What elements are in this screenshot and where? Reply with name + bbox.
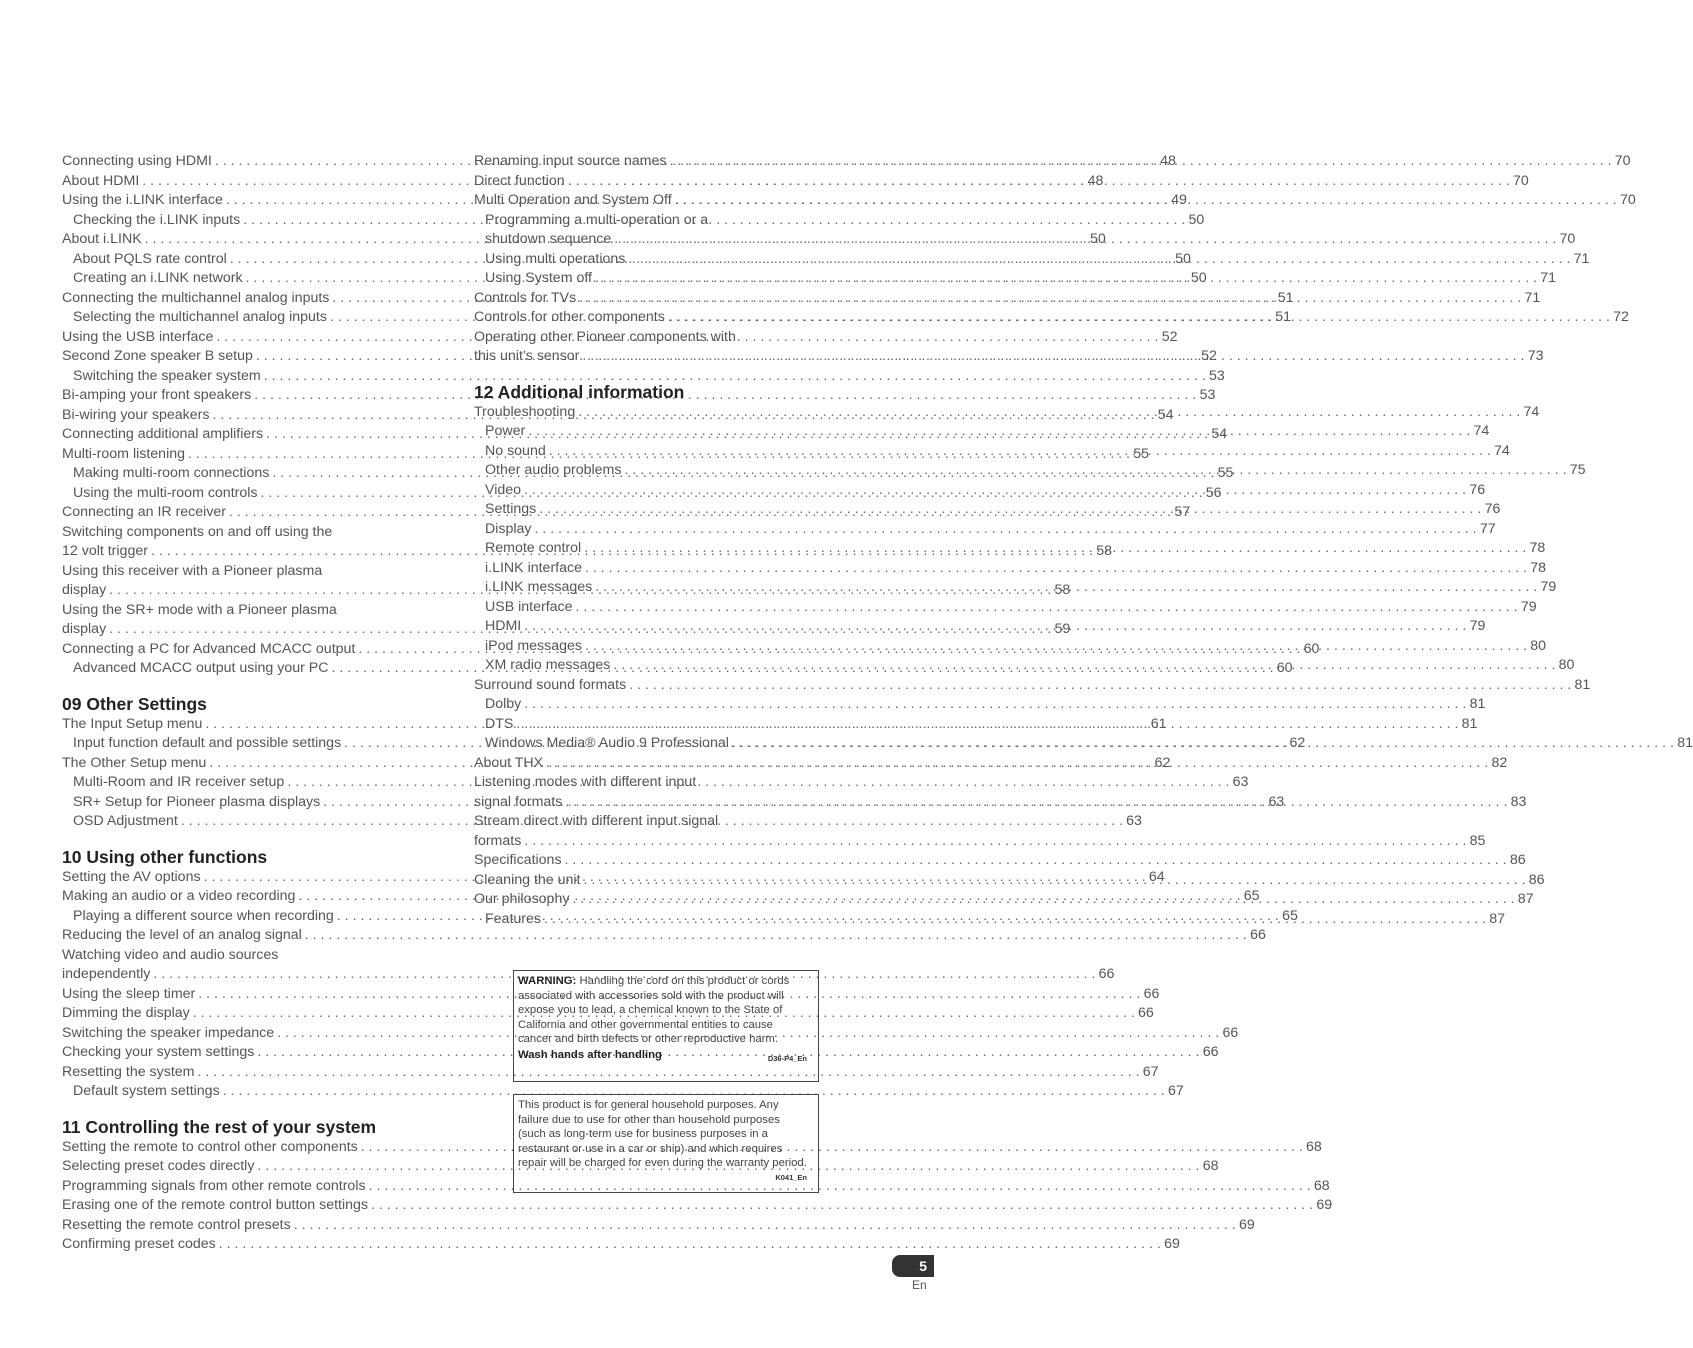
toc-entry-page: 54 xyxy=(1157,406,1174,423)
dot-leader xyxy=(535,520,1477,540)
dot-leader xyxy=(629,676,1571,696)
toc-entry-title: Connecting an IR receiver xyxy=(62,504,227,520)
toc-entry-page: 66 xyxy=(1202,1044,1219,1060)
dot-leader xyxy=(371,1196,1313,1216)
toc-entry-title: Using System off xyxy=(485,270,592,286)
toc-entry-title: Specifications xyxy=(474,852,562,868)
warning-footer: Wash hands after handling xyxy=(518,1048,662,1061)
toc-entry-title: Using the sleep timer xyxy=(62,985,196,1002)
toc-entry-title: Cleaning the unit xyxy=(474,871,581,888)
toc-entry-title: Setting the remote to control other components xyxy=(62,1138,358,1155)
toc-entry-title: 12 volt trigger xyxy=(62,543,148,559)
dot-leader xyxy=(524,695,1466,715)
toc-entry-page: 64 xyxy=(1148,868,1165,885)
toc-entry[interactable] xyxy=(474,211,852,231)
toc-entry-title: i.LINK messages xyxy=(485,579,593,595)
toc-entry-page: 52 xyxy=(1161,328,1178,345)
toc-entry[interactable] xyxy=(62,1196,1333,1216)
dot-leader xyxy=(582,347,1524,367)
toc-entry-page: 53 xyxy=(1208,367,1225,384)
toc-entry[interactable] xyxy=(62,1216,1255,1236)
toc-entry[interactable] xyxy=(62,1157,1219,1177)
toc-entry-page: 69 xyxy=(1239,1216,1255,1233)
toc-entry-page: 63 xyxy=(1268,793,1285,810)
toc-entry-page: 70 xyxy=(1512,172,1529,189)
toc-entry-page: 53 xyxy=(1199,387,1216,403)
toc-entry-page: 58 xyxy=(1096,543,1113,559)
toc-entry-title: Making an audio or a video recording xyxy=(62,888,296,904)
dot-leader xyxy=(572,890,1514,910)
toc-entry-title: Using the SR+ mode with a Pioneer plasma xyxy=(62,601,337,618)
toc-entry-title: Troubleshooting xyxy=(474,403,576,420)
toc-entry-title: Power xyxy=(485,423,526,439)
dot-leader xyxy=(565,851,1507,871)
toc-entry-page: 50 xyxy=(1175,250,1191,267)
toc-entry[interactable] xyxy=(474,676,1591,696)
toc-entry[interactable] xyxy=(62,926,1266,946)
toc-entry-page: 73 xyxy=(1527,348,1544,364)
dot-leader xyxy=(628,250,1570,270)
toc-entry-title: Making multi-room connections xyxy=(73,465,270,481)
toc-entry-page: 80 xyxy=(1530,637,1547,654)
toc-entry-page: 71 xyxy=(1540,270,1557,286)
toc-entry-page: 74 xyxy=(1473,423,1490,439)
toc-entry-title: Windows Media® Audio 9 Professional xyxy=(485,735,729,751)
toc-entry[interactable] xyxy=(474,773,852,793)
dot-leader xyxy=(613,656,1555,676)
warning-box xyxy=(513,970,819,1082)
toc-entry-page: 75 xyxy=(1569,462,1586,478)
toc-entry-page: 57 xyxy=(1174,504,1191,520)
warning-label: WARNING: xyxy=(518,975,577,987)
toc-entry-page: 51 xyxy=(1275,309,1292,325)
toc-entry-title: Input function default and possible settings xyxy=(73,735,342,751)
toc-entry-page: 50 xyxy=(1188,211,1205,228)
toc-entry-title: Switching components on and off using the xyxy=(62,523,333,540)
toc-entry-title: Connecting a PC for Advanced MCACC output xyxy=(62,640,356,657)
toc-entry-page: 80 xyxy=(1558,657,1575,673)
toc-entry-page: 55 xyxy=(1133,445,1150,462)
toc-entry[interactable] xyxy=(62,1235,1180,1255)
toc-entry-title: Programming a multi-operation or a xyxy=(485,211,709,228)
toc-entry[interactable] xyxy=(474,328,852,348)
toc-entry-title: Connecting the multichannel analog inputs xyxy=(62,289,330,306)
toc-entry-title: Advanced MCACC output using your PC xyxy=(73,660,329,676)
toc-entry-title: Confirming preset codes xyxy=(62,1236,216,1252)
toc-entry-title: XM radio messages xyxy=(485,657,611,673)
toc-entry-page: 60 xyxy=(1303,640,1320,657)
toc-entry-page: 69 xyxy=(1316,1197,1333,1213)
toc-entry-title: Programming signals from other remote controls xyxy=(62,1177,366,1194)
toc-entry-page: 86 xyxy=(1509,852,1526,868)
toc-entry-title: Multi Operation and System Off xyxy=(474,192,672,208)
toc-entry-page: 78 xyxy=(1529,540,1546,556)
toc-entry-page: 81 xyxy=(1677,735,1693,751)
toc-entry-title: Multi-room listening xyxy=(62,445,185,462)
toc-entry-title: Features xyxy=(485,910,541,927)
toc-entry-page: 66 xyxy=(1222,1024,1239,1041)
dot-leader xyxy=(294,1216,1236,1236)
toc-entry-page: 60 xyxy=(1276,660,1293,676)
dot-leader xyxy=(578,403,1520,423)
toc-entry-page: 77 xyxy=(1479,520,1496,537)
toc-entry-title: display xyxy=(62,621,107,637)
toc-entry-title: Our philosophy xyxy=(474,891,570,907)
toc-entry-page: 70 xyxy=(1619,192,1636,208)
dot-leader xyxy=(624,461,1566,481)
toc-entry-page: 62 xyxy=(1154,754,1171,771)
toc-entry-title: Erasing one of the remote control button settings xyxy=(62,1197,369,1213)
toc-entry[interactable] xyxy=(474,559,1547,579)
toc-entry-page: 67 xyxy=(1142,1063,1159,1080)
toc-entry[interactable] xyxy=(62,985,1160,1005)
dot-leader xyxy=(219,1235,1161,1255)
toc-entry-title: Using the USB interface xyxy=(62,328,214,345)
notice-text: This product is for general household purposes. Any failure due to use for other than household purposes (such as long-term use for business purposes in a restaurant or use in a car or ship) and which requires repair will be charged for even during the warranty period. xyxy=(518,1099,807,1170)
dot-leader xyxy=(732,734,1674,754)
toc-entry-title: About THX xyxy=(474,754,544,771)
toc-entry-page: 71 xyxy=(1524,289,1541,306)
toc-entry-page: 52 xyxy=(1201,348,1217,364)
dot-leader xyxy=(361,1138,1303,1158)
dot-leader xyxy=(595,578,1537,598)
toc-entry[interactable] xyxy=(474,695,1486,715)
dot-leader xyxy=(369,1177,1311,1197)
toc-entry-title: Resetting the system xyxy=(62,1063,195,1080)
toc-entry-page: 78 xyxy=(1530,559,1547,576)
toc-entry-page: 50 xyxy=(1190,270,1207,286)
toc-entry-title: Default system settings xyxy=(73,1083,220,1099)
toc-entry-page: 82 xyxy=(1491,754,1508,771)
toc-entry-title: Connecting additional amplifiers xyxy=(62,426,264,442)
toc-entry-page: 66 xyxy=(1138,1005,1154,1021)
toc-entry-title: iPod messages xyxy=(485,637,582,654)
toc-entry-page: 74 xyxy=(1494,442,1510,459)
toc-entry-title: Video xyxy=(485,481,522,498)
dot-leader xyxy=(579,289,1521,309)
toc-entry-page: 59 xyxy=(1054,621,1071,637)
section-heading: 11 Controlling the rest of your system xyxy=(62,1116,377,1137)
toc-entry-page: 66 xyxy=(1098,966,1115,982)
notice-code: K041_En xyxy=(775,1173,807,1183)
toc-entry-page: 56 xyxy=(1205,484,1222,501)
toc-entry-page: 87 xyxy=(1489,910,1506,927)
toc-entry-title: Dolby xyxy=(485,696,522,712)
toc-entry-page: 69 xyxy=(1164,1236,1180,1252)
toc-entry-title: display xyxy=(62,582,107,598)
toc-entry-page: 50 xyxy=(1089,231,1106,247)
toc-entry[interactable] xyxy=(62,1024,1239,1044)
toc-entry-title: Using the multi-room controls xyxy=(73,484,258,501)
dot-leader xyxy=(565,793,1507,813)
dot-leader xyxy=(595,269,1537,289)
toc-entry-page: 58 xyxy=(1054,582,1071,598)
toc-entry-page: 86 xyxy=(1528,871,1545,888)
toc-entry-page: 66 xyxy=(1250,927,1266,943)
dot-leader xyxy=(585,637,1527,657)
toc-entry-title: Using this receiver with a Pioneer plasma xyxy=(62,562,323,579)
toc-entry-title: Remote control xyxy=(485,540,582,556)
toc-entry-page: 87 xyxy=(1517,891,1534,907)
toc-entry-page: 48 xyxy=(1087,172,1104,189)
toc-entry-title: Using multi operations xyxy=(485,250,626,267)
toc-entry-page: 49 xyxy=(1171,192,1187,208)
toc-entry-title: Controls for TVs xyxy=(474,289,577,306)
dot-leader xyxy=(584,539,1526,559)
toc-entry-page: 65 xyxy=(1243,888,1260,904)
toc-entry[interactable] xyxy=(62,1082,1184,1102)
dot-leader xyxy=(528,422,1470,442)
toc-entry-title: Playing a different source when recording xyxy=(73,907,334,924)
toc-entry-page: 67 xyxy=(1167,1083,1184,1099)
dot-leader xyxy=(524,481,1466,501)
toc-entry-page: 51 xyxy=(1277,289,1294,306)
toc-entry-title: Other audio problems xyxy=(485,462,622,478)
toc-entry-title: Watching video and audio sources xyxy=(62,946,279,963)
toc-entry-page: 81 xyxy=(1574,676,1591,693)
toc-entry-page: 55 xyxy=(1217,465,1234,481)
toc-entry-title: Bi-amping your front speakers xyxy=(62,387,252,403)
toc-entry-title: shutdown sequence xyxy=(485,231,612,247)
dot-leader xyxy=(546,754,1488,774)
toc-entry-page: 81 xyxy=(1461,715,1478,732)
toc-entry-page: 79 xyxy=(1540,579,1557,595)
toc-entry-title: Controls for other components xyxy=(474,309,665,325)
toc-entry[interactable] xyxy=(474,598,1537,618)
toc-entry-page: 81 xyxy=(1469,696,1486,712)
toc-entry-page: 62 xyxy=(1289,735,1306,751)
toc-entry-page: 74 xyxy=(1523,403,1540,420)
toc-entry-title: OSD Adjustment xyxy=(73,813,178,829)
toc-entry-title: Connecting using HDMI xyxy=(62,153,212,169)
toc-entry-page: 66 xyxy=(1143,985,1160,1002)
dot-leader xyxy=(568,172,1510,192)
toc-entry-title: i.LINK interface xyxy=(485,559,582,576)
toc-entry-title: Selecting preset codes directly xyxy=(62,1158,255,1174)
dot-leader xyxy=(549,442,1491,462)
toc-entry-title: Setting the AV options xyxy=(62,868,201,885)
toc-entry-title: Switching the speaker system xyxy=(73,367,261,384)
toc-entry-page: 63 xyxy=(1232,774,1249,790)
toc-entry-title: Settings xyxy=(485,501,537,517)
toc-entry[interactable] xyxy=(474,520,1496,540)
toc-entry-title: Switching the speaker impedance xyxy=(62,1024,275,1041)
toc-entry-title: No sound xyxy=(485,442,546,459)
toc-entry-title: Surround sound formats xyxy=(474,676,627,693)
toc-entry-page: 79 xyxy=(1469,618,1486,634)
toc-entry-title: The Input Setup menu xyxy=(62,715,203,732)
toc-entry-page: 68 xyxy=(1306,1138,1322,1155)
toc-entry-page: 79 xyxy=(1520,598,1537,615)
dot-leader xyxy=(576,598,1518,618)
dot-leader xyxy=(544,910,1486,930)
language-label: En xyxy=(912,1278,927,1292)
toc-entry[interactable] xyxy=(474,851,1526,871)
toc-entry-page: 54 xyxy=(1211,426,1228,442)
toc-entry[interactable] xyxy=(62,367,1225,387)
warning-text: Handling the cord on this product or cords associated with accessories sold with the product will expose you to lead, a chemical known to the State of California and other governmental entities to cause cancer and birth defects or other reproductive harm. xyxy=(518,975,790,1046)
toc-entry-page: 76 xyxy=(1469,481,1486,498)
toc-entry-title: Multi-Room and IR receiver setup xyxy=(73,774,285,790)
toc-entry-title: Checking your system settings xyxy=(62,1044,255,1060)
toc-entry[interactable] xyxy=(474,832,1486,852)
toc-entry-title: Listening modes with different input xyxy=(474,774,697,790)
section-heading: 12 Additional information xyxy=(474,381,685,402)
toc-entry-page: 71 xyxy=(1573,250,1590,267)
toc-entry-title: signal formats xyxy=(474,793,563,810)
dot-leader xyxy=(524,617,1466,637)
toc-entry-title: Operating other Pioneer components with xyxy=(474,328,736,345)
toc-entry-page: 76 xyxy=(1484,501,1501,517)
toc-entry-title: USB interface xyxy=(485,598,573,615)
dot-leader xyxy=(516,715,1458,735)
toc-entry-title: Creating an i.LINK network xyxy=(73,270,243,286)
toc-entry[interactable] xyxy=(474,812,852,832)
dot-leader xyxy=(675,191,1617,211)
toc-entry-title: DTS xyxy=(485,715,514,732)
dot-leader xyxy=(539,500,1481,520)
toc-entry-title: Dimming the display xyxy=(62,1005,190,1021)
toc-entry-page: 68 xyxy=(1202,1158,1219,1174)
dot-leader xyxy=(614,230,1556,250)
toc-entry-title: About i.LINK xyxy=(62,231,142,247)
toc-entry-title: Stream direct with different input signal xyxy=(474,813,719,829)
toc-entry-title: Resetting the remote control presets xyxy=(62,1216,291,1233)
toc-entry-page: 70 xyxy=(1559,231,1576,247)
toc-entry-title: Second Zone speaker B setup xyxy=(62,348,253,364)
section-heading: 09 Other Settings xyxy=(62,693,207,714)
dot-leader xyxy=(669,152,1611,172)
toc-entry-title: Bi-wiring your speakers xyxy=(62,406,210,423)
toc-entry-title: Renaming input source names xyxy=(474,153,667,169)
toc-entry-title: Reducing the level of an analog signal xyxy=(62,927,302,943)
warning-code: D36-P4_En xyxy=(767,1053,807,1063)
toc-entry-title: About HDMI xyxy=(62,172,140,189)
dot-leader xyxy=(585,559,1527,579)
toc-entry-title: Display xyxy=(485,520,532,537)
toc-entry-title: Direct function xyxy=(474,172,565,189)
toc-entry-page: 85 xyxy=(1469,832,1486,849)
toc-entry-title: The Other Setup menu xyxy=(62,754,207,771)
toc-entry-title: SR+ Setup for Pioneer plasma displays xyxy=(73,793,321,810)
toc-entry[interactable] xyxy=(62,946,441,966)
dot-leader xyxy=(668,308,1610,328)
toc-entry-page: 65 xyxy=(1282,907,1298,924)
toc-entry-title: this unit’s sensor xyxy=(474,348,580,364)
toc-entry-page: 70 xyxy=(1614,153,1631,169)
toc-entry[interactable] xyxy=(62,523,441,543)
dot-leader xyxy=(583,871,1525,891)
toc-entry-title: formats xyxy=(474,832,522,849)
toc-entry-page: 63 xyxy=(1126,813,1142,829)
toc-entry-page: 61 xyxy=(1150,715,1167,732)
toc-entry-page: 68 xyxy=(1313,1177,1330,1194)
toc-entry[interactable] xyxy=(62,1138,1322,1158)
toc-entry-title: Selecting the multichannel analog inputs xyxy=(73,309,327,325)
toc-entry-title: HDMI xyxy=(485,618,522,634)
toc-entry[interactable] xyxy=(62,562,441,582)
toc-entry-page: 83 xyxy=(1510,793,1527,810)
toc-entry-title: About PQLS rate control xyxy=(73,250,227,267)
toc-entry-page: 48 xyxy=(1160,153,1176,169)
dot-leader xyxy=(524,832,1466,852)
toc-entry[interactable] xyxy=(62,1063,1159,1083)
toc-entry[interactable] xyxy=(62,1004,1154,1024)
toc-entry-title: Checking the i.LINK inputs xyxy=(73,211,241,228)
notice-box xyxy=(513,1094,819,1193)
toc-entry[interactable] xyxy=(62,601,441,621)
toc-entry-title: Using the i.LINK interface xyxy=(62,192,223,208)
page-number-badge: 5 xyxy=(892,1255,934,1277)
toc-entry-title: independently xyxy=(62,966,151,982)
toc-entry-page: 72 xyxy=(1613,309,1629,325)
section-heading: 10 Using other functions xyxy=(62,846,268,867)
